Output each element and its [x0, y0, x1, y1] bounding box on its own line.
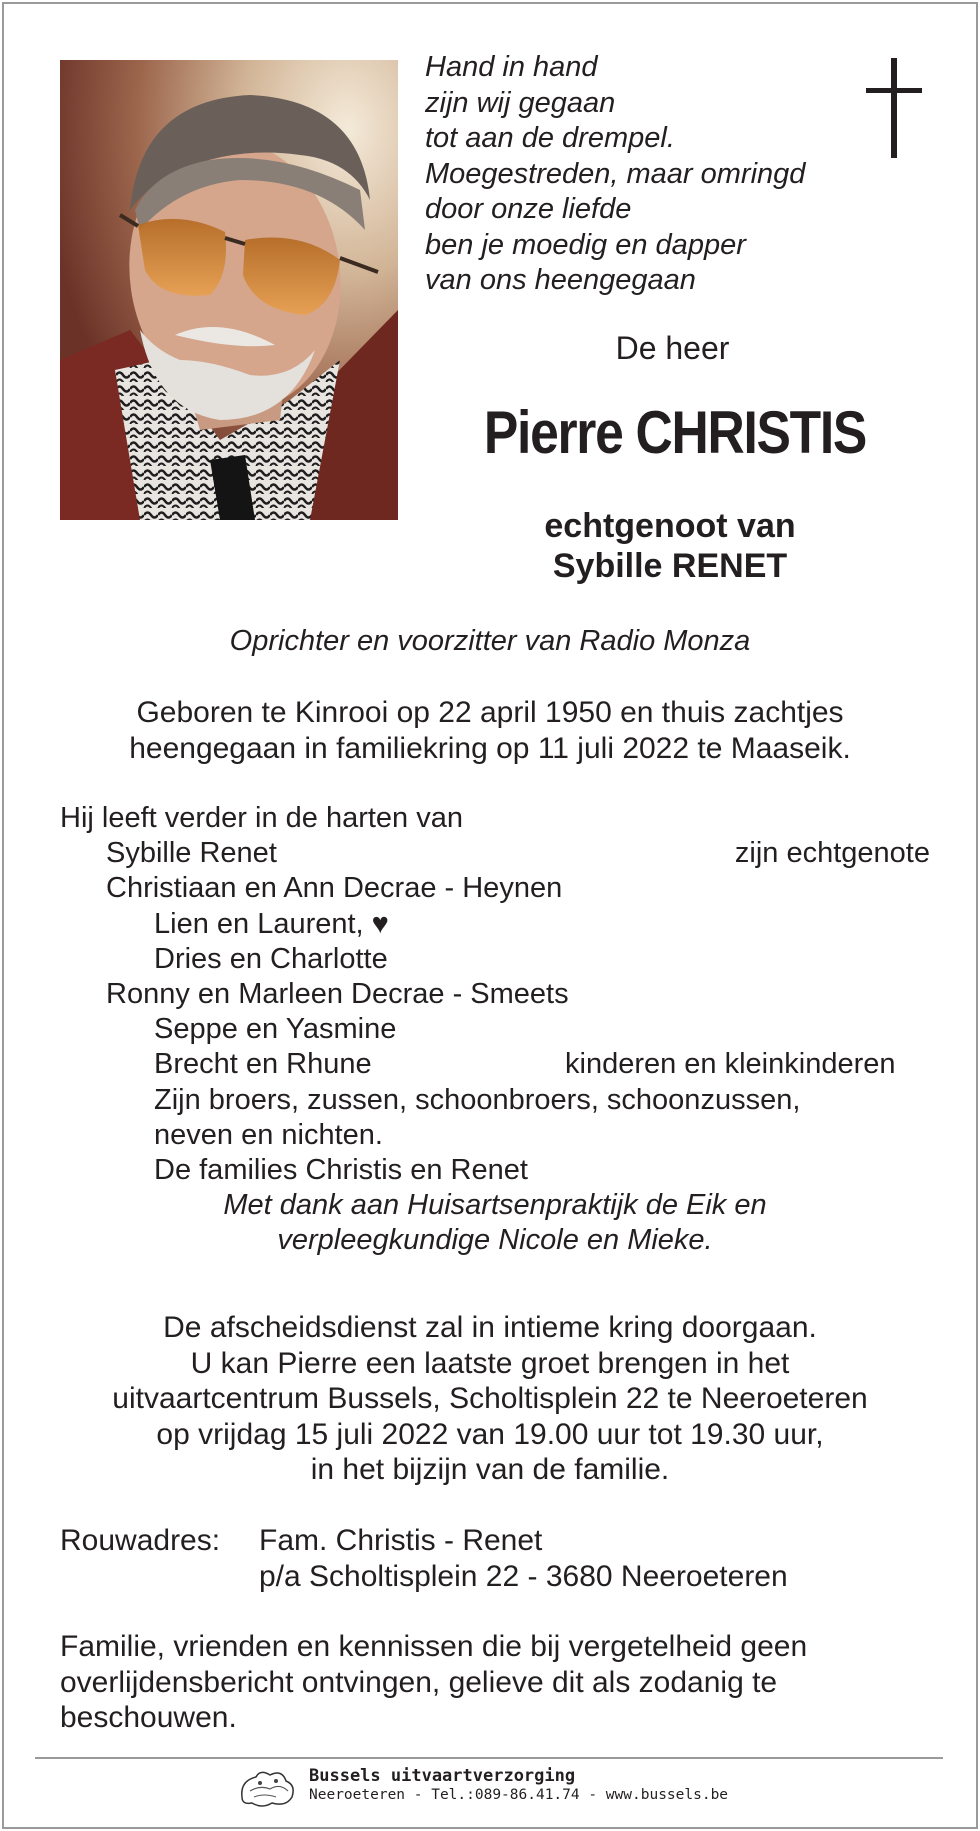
service-line: uitvaartcentrum Bussels, Scholtisplein 22 te Neeroeteren — [112, 1382, 868, 1415]
mourners-intro: Hij leeft verder in de harten van — [60, 802, 463, 834]
notice-line: Familie, vrienden en kennissen die bij vergetelheid geen — [60, 1630, 808, 1663]
title-prefix: De heer — [615, 330, 730, 366]
poem-line: Moegestreden, maar omringd — [425, 157, 806, 190]
address-label: Rouwadres: — [60, 1524, 221, 1557]
list-item: neven en nichten. — [154, 1118, 383, 1151]
list-item: Christiaan en Ann Decrae - Heynen — [106, 872, 563, 905]
children-label: kinderen en kleinkinderen — [565, 1048, 896, 1081]
birth-line: Geboren te Kinrooi op 22 april 1950 en thuis zachtjes — [136, 696, 844, 729]
list-item: Ronny en Marleen Decrae - Smeets — [106, 977, 569, 1010]
list-item — [60, 1047, 930, 1082]
list-item: Zijn broers, zussen, schoonbroers, schoonzussen, — [154, 1083, 801, 1116]
spouse-block — [480, 506, 860, 586]
mourner-spouse: Sybille Renet — [106, 837, 277, 870]
address-value — [259, 1523, 788, 1594]
poem-line: Hand in hand — [425, 51, 598, 83]
list-item — [60, 836, 930, 871]
list-item: Lien en Laurent, ♥ — [154, 907, 389, 940]
poem-line: tot aan de drempel. — [425, 122, 675, 154]
spouse-label: zijn echtgenote — [734, 837, 930, 870]
notice-line: overlijdensbericht ontvingen, gelieve dit als zodanig te — [60, 1665, 778, 1699]
poem-line: zijn wij gegaan — [425, 86, 616, 119]
service-line: U kan Pierre een laatste groet brengen in het — [190, 1346, 790, 1380]
birth-death-info — [60, 695, 920, 767]
list-item: Dries en Charlotte — [154, 942, 388, 975]
poem-line: van ons heengegaan — [425, 264, 696, 296]
portrait-photo — [60, 60, 398, 520]
poem-line: ben je moedig en dapper — [425, 228, 746, 261]
list-item: Seppe en Yasmine — [154, 1013, 397, 1046]
poem-line: door onze liefde — [425, 193, 632, 225]
death-line: heengegaan in familiekring op 11 juli 2022 te Maaseik. — [129, 732, 851, 765]
company-name: Bussels uitvaartverzorging — [309, 1766, 576, 1786]
notice-text — [60, 1629, 920, 1736]
thanks-line: Met dank aan Huisartsenpraktijk de Eik en — [223, 1189, 767, 1222]
spouse-relation: echtgenoot van — [544, 507, 796, 545]
poem — [425, 50, 845, 299]
service-line: in het bijzijn van de familie. — [310, 1453, 670, 1486]
company-footer — [309, 1766, 728, 1805]
list-item: De families Christis en Renet — [154, 1153, 528, 1186]
notice-line: beschouwen. — [60, 1701, 237, 1734]
cross-icon — [866, 58, 922, 160]
spouse-name: Sybille RENET — [552, 547, 788, 585]
mourner-grandchild: Brecht en Rhune — [154, 1048, 372, 1081]
role-line: Oprichter en voorzitter van Radio Monza — [229, 625, 751, 657]
company-logo — [236, 1767, 300, 1811]
service-info — [60, 1310, 920, 1488]
thanks-line: verpleegkundige Nicole en Mieke. — [277, 1224, 713, 1257]
deceased-name: Pierre CHRISTIS — [483, 399, 867, 466]
mourners-list — [60, 801, 930, 1258]
service-line: op vrijdag 15 juli 2022 van 19.00 uur tot 19.30 uur, — [156, 1417, 824, 1451]
company-contact: Neeroeteren - Tel.:089-86.41.74 - www.bussels.be — [309, 1787, 729, 1803]
address-line: p/a Scholtisplein 22 - 3680 Neeroeteren — [259, 1559, 788, 1593]
footer-divider — [35, 1757, 943, 1759]
service-line: De afscheidsdienst zal in intieme kring doorgaan. — [163, 1311, 817, 1344]
address-line: Fam. Christis - Renet — [259, 1524, 543, 1557]
